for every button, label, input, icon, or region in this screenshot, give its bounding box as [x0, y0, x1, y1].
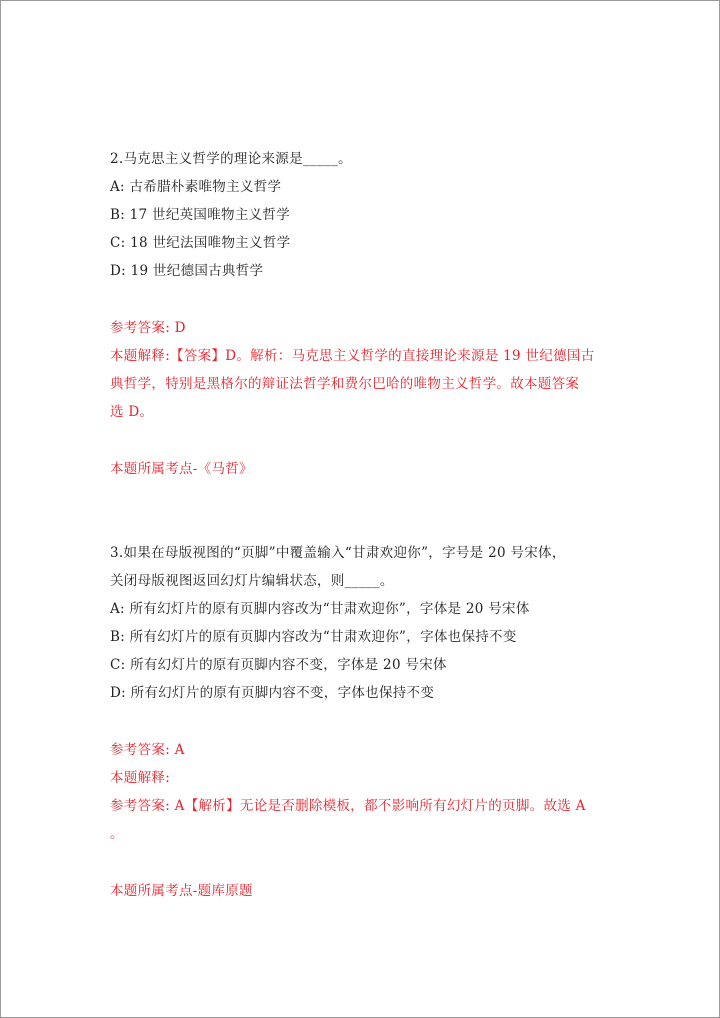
q3-question-line-1: 3.如果在母版视图的“页脚”中覆盖输入“甘肃欢迎你”，字号是 20 号宋体， — [110, 545, 566, 561]
q3-explanation-label: 本题解释: — [110, 770, 171, 786]
q3-question-line-2: 关闭母版视图返回幻灯片编辑状态，则_____。 — [110, 573, 394, 589]
q3-option-b: B: 所有幻灯片的原有页脚内容改为“甘肃欢迎你”，字体也保持不变 — [110, 629, 517, 645]
q2-option-c: C: 18 世纪法国唯物主义哲学 — [110, 235, 291, 251]
q3-explanation-line-1: 参考答案: A【解析】无论是否删除模板，都不影响所有幻灯片的页脚。故选 A — [110, 798, 586, 814]
q3-option-a: A: 所有幻灯片的原有页脚内容改为“甘肃欢迎你”，字体是 20 号宋体 — [110, 601, 530, 617]
q3-explanation-line-2: 。 — [110, 826, 124, 842]
q2-option-b: B: 17 世纪英国唯物主义哲学 — [110, 207, 291, 223]
q2-topic: 本题所属考点-《马哲》 — [110, 461, 253, 477]
q2-option-d: D: 19 世纪德国古典哲学 — [110, 263, 264, 279]
q2-option-a: A: 古希腊朴素唯物主义哲学 — [110, 179, 282, 195]
q2-explanation-line-2: 典哲学，特别是黑格尔的辩证法哲学和费尔巴哈的唯物主义哲学。故本题答案 — [110, 376, 580, 392]
q3-option-d: D: 所有幻灯片的原有页脚内容不变，字体也保持不变 — [110, 685, 435, 701]
q2-explanation-line-3: 选 D。 — [110, 404, 154, 420]
q2-explanation-line-1: 本题解释:【答案】D。解析：马克思主义哲学的直接理论来源是 19 世纪德国古 — [110, 348, 595, 364]
q2-question: 2.马克思主义哲学的理论来源是_____。 — [110, 151, 352, 167]
q3-topic: 本题所属考点-题库原题 — [110, 883, 253, 899]
q2-answer: 参考答案: D — [110, 320, 186, 336]
q3-answer: 参考答案: A — [110, 742, 185, 758]
q3-option-c: C: 所有幻灯片的原有页脚内容不变，字体是 20 号宋体 — [110, 657, 447, 673]
